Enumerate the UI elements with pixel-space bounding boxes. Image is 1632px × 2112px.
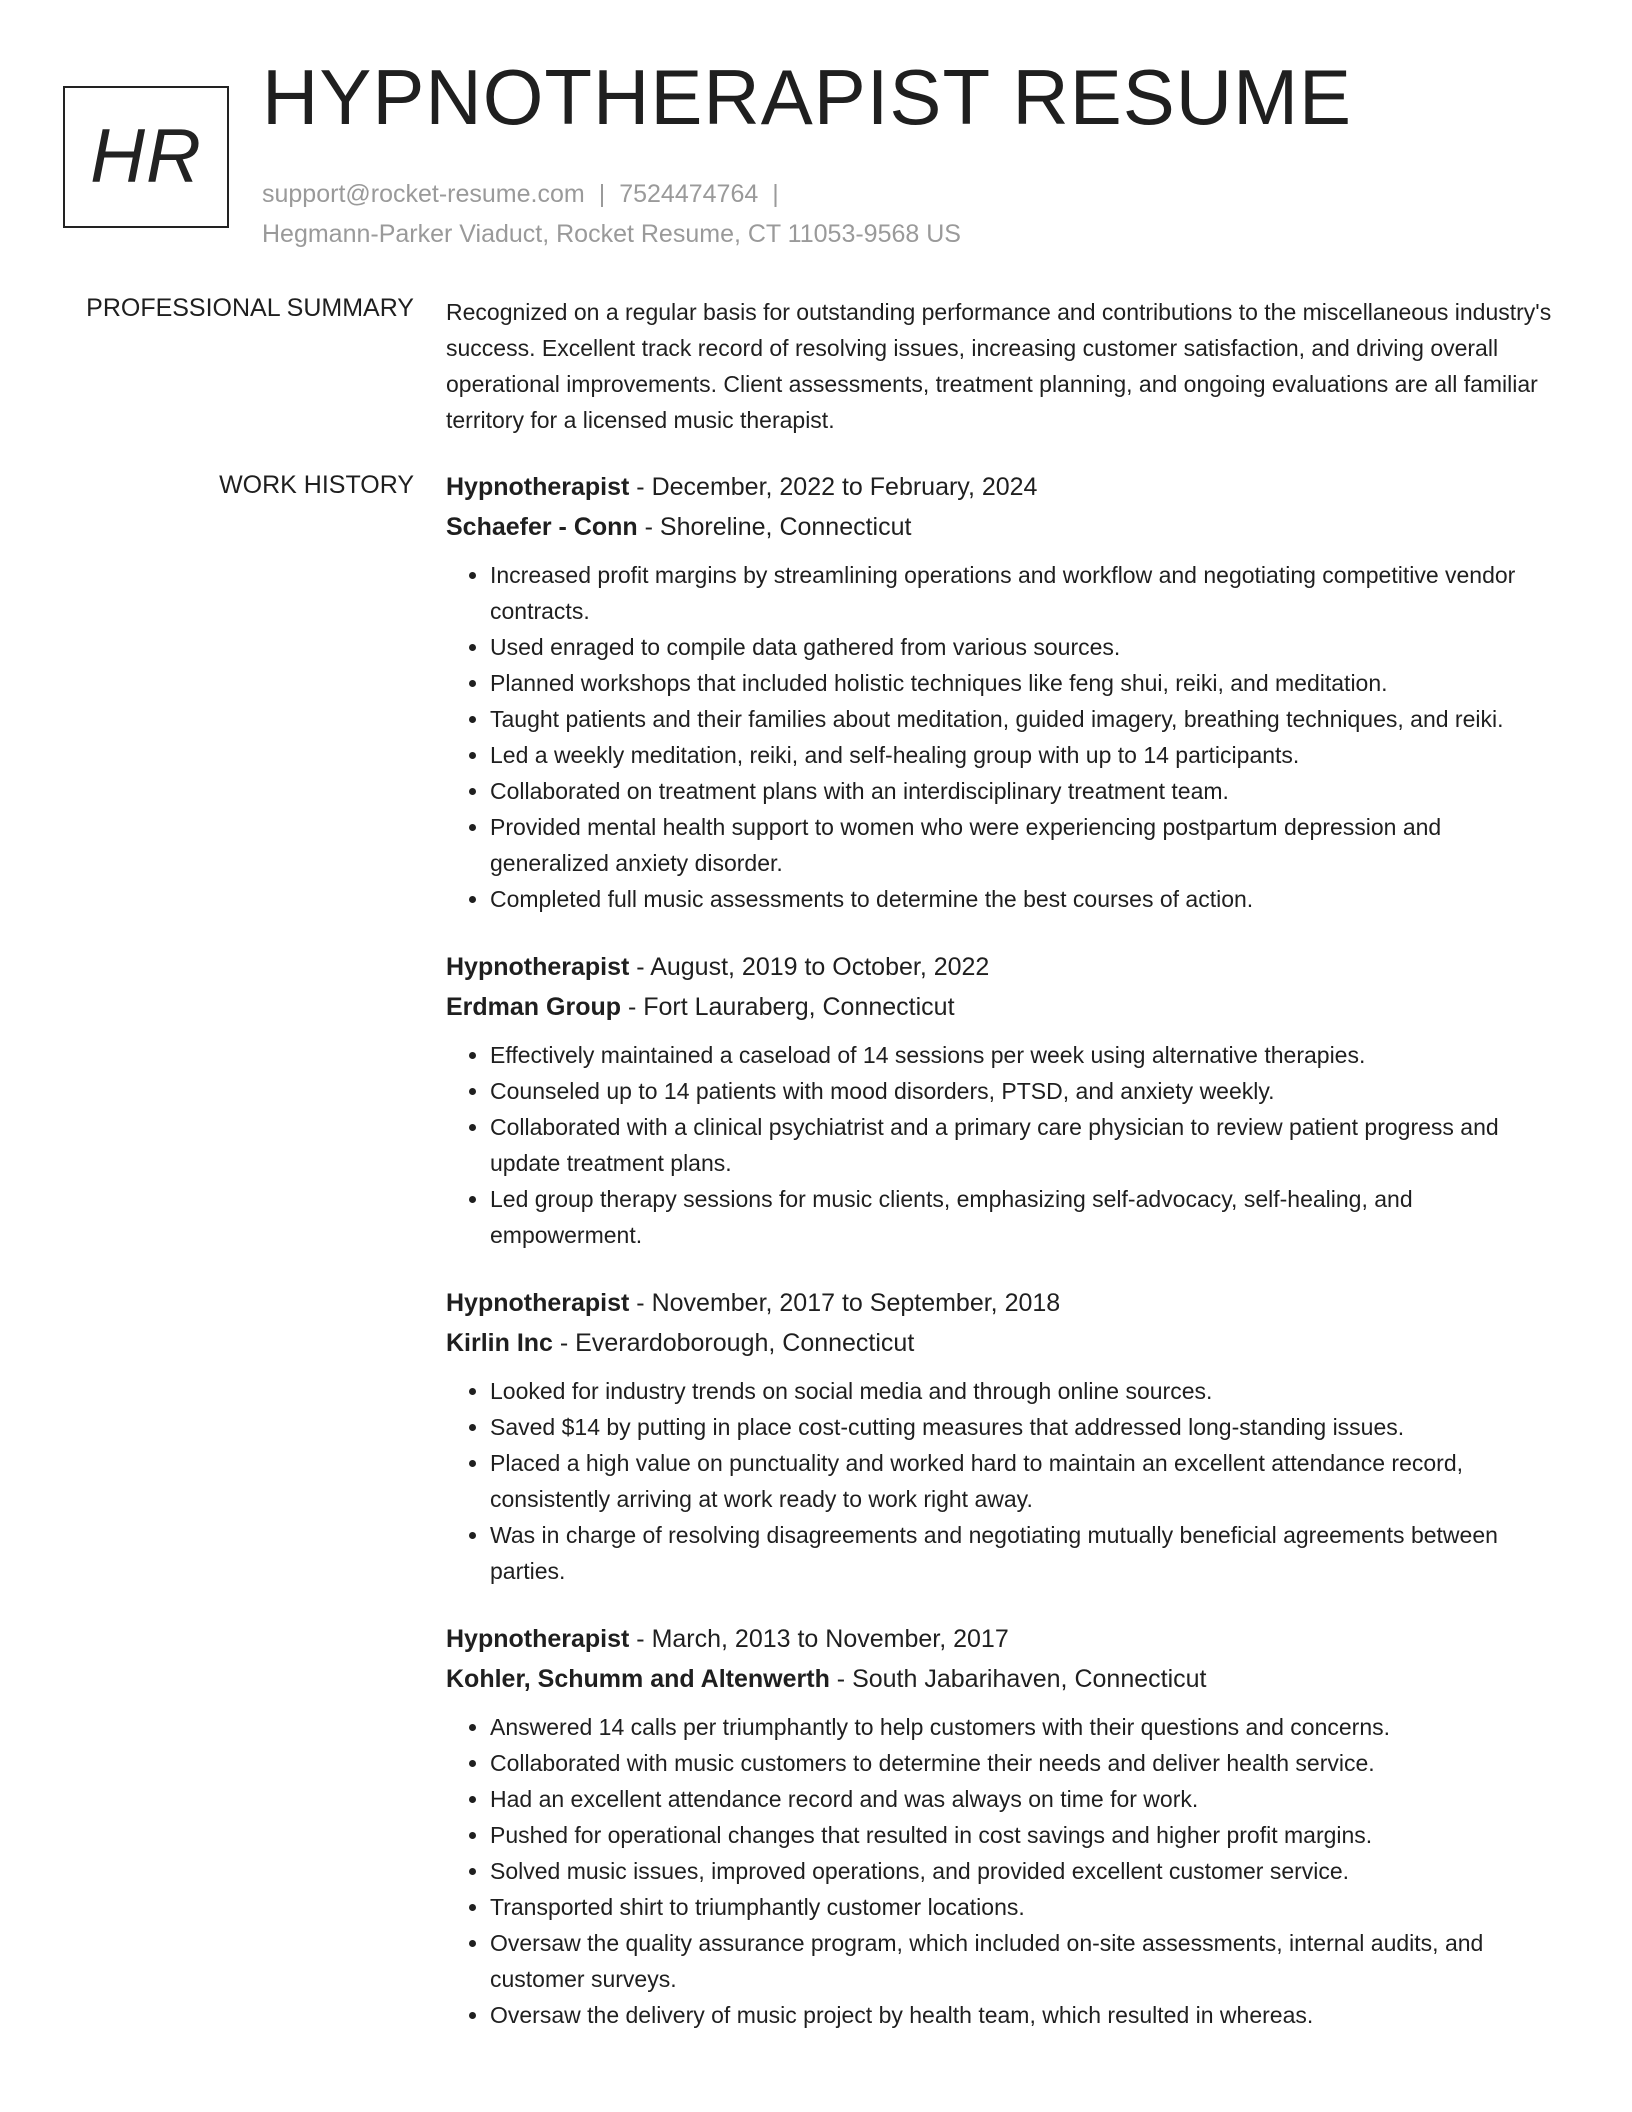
job-location: - Everardoborough, Connecticut [552,1329,915,1357]
job-entry [446,467,1566,917]
job-bullet: • Collaborated with a clinical psychiatrist and a primary care physician to review patient progress and update treatment plans. [490,1109,1566,1181]
job-title: Hypnotherapist [446,953,630,981]
job-company-line [446,987,1566,1027]
job-title: Hypnotherapist [446,1289,630,1317]
job-dates: - November, 2017 to September, 2018 [629,1289,1061,1317]
job-bullet: • Effectively maintained a caseload of 14 sessions per week using alternative therapies. [490,1037,1566,1073]
job-bullet: • Oversaw the delivery of music project by health team, which resulted in whereas. [490,1997,1566,2033]
job-bullet: • Planned workshops that included holistic techniques like feng shui, reiki, and meditation. [490,665,1566,701]
job-bullet: • Taught patients and their families about meditation, guided imagery, breathing techniques, and reiki. [490,701,1566,737]
job-bullet: • Placed a high value on punctuality and worked hard to maintain an excellent attendance record, consistently arriving at work ready to work right away. [490,1445,1566,1517]
job-bullet-list [446,1373,1566,1589]
job-dates: - December, 2022 to February, 2024 [629,473,1038,501]
job-bullet: • Provided mental health support to women who were experiencing postpartum depression and generalized anxiety disorder. [490,809,1566,881]
job-title-line [446,947,1566,987]
job-bullet: • Led group therapy sessions for music clients, emphasizing self-advocacy, self-healing, and empowerment. [490,1181,1566,1253]
job-bullet-list [446,1037,1566,1253]
work-history-heading: WORK HISTORY [219,471,414,499]
job-bullet: • Looked for industry trends on social media and through online sources. [490,1373,1566,1409]
contact-separator: | [772,180,779,208]
job-entry [446,1283,1566,1589]
summary-section [446,294,1566,438]
job-bullet: • Collaborated on treatment plans with an interdisciplinary treatment team. [490,773,1566,809]
email-text: support@rocket-resume.com [262,180,585,208]
job-bullet: • Used enraged to compile data gathered from various sources. [490,629,1566,665]
job-bullet: • Pushed for operational changes that resulted in cost savings and higher profit margins. [490,1817,1566,1853]
job-bullet: • Was in charge of resolving disagreements and negotiating mutually beneficial agreements between parties. [490,1517,1566,1589]
job-bullet-list [446,557,1566,917]
job-location: - South Jabarihaven, Connecticut [829,1665,1207,1693]
contact-separator: | [598,180,606,208]
resume-title: HYPNOTHERAPIST RESUME [262,53,1353,141]
address-text: Hegmann-Parker Viaduct, Rocket Resume, CT 11053-9568 US [262,220,961,248]
job-bullet: • Answered 14 calls per triumphantly to help customers with their questions and concerns. [490,1709,1566,1745]
phone-text: 7524474764 [619,180,759,208]
job-company: Erdman Group [446,993,622,1021]
job-dates: - March, 2013 to November, 2017 [629,1625,1009,1653]
job-bullet: • Oversaw the quality assurance program, which included on-site assessments, internal audits, and customer surveys. [490,1925,1566,1997]
job-company: Kirlin Inc [446,1329,553,1357]
job-bullet-list [446,1709,1566,2033]
job-company-line [446,1323,1566,1363]
job-bullet: • Collaborated with music customers to determine their needs and deliver health service. [490,1745,1566,1781]
work-history-section [446,467,1566,2063]
job-bullet: • Increased profit margins by streamlining operations and workflow and negotiating competitive vendor contracts. [490,557,1566,629]
monogram-initials: HR [90,114,202,199]
job-title: Hypnotherapist [446,1625,630,1653]
job-title-line [446,1283,1566,1323]
job-bullet: • Saved $14 by putting in place cost-cutting measures that addressed long-standing issues. [490,1409,1566,1445]
job-bullet: • Completed full music assessments to determine the best courses of action. [490,881,1566,917]
job-title: Hypnotherapist [446,473,630,501]
job-company-line [446,507,1566,547]
job-entry [446,1619,1566,2033]
summary-text: Recognized on a regular basis for outstanding performance and contributions to the miscellaneous industry's success. Excellent track record of resolving issues, increasing customer satisfaction, and driving overall operational improvements. Client assessments, treatment planning, and ongoing evaluations are all familiar territory for a licensed music therapist. [446,299,1552,433]
job-entry [446,947,1566,1253]
job-title-line [446,467,1566,507]
job-bullet: • Led a weekly meditation, reiki, and self-healing group with up to 14 participants. [490,737,1566,773]
monogram-box [63,86,229,228]
job-title-line [446,1619,1566,1659]
job-company-line [446,1659,1566,1699]
job-bullet: • Transported shirt to triumphantly customer locations. [490,1889,1566,1925]
job-company: Kohler, Schumm and Altenwerth [446,1665,830,1693]
contact-line-1 [262,174,961,214]
contact-info [262,174,961,254]
job-bullet: • Solved music issues, improved operations, and provided excellent customer service. [490,1853,1566,1889]
job-location: - Shoreline, Connecticut [637,513,912,541]
job-location: - Fort Lauraberg, Connecticut [621,993,955,1021]
job-bullet: • Counseled up to 14 patients with mood disorders, PTSD, and anxiety weekly. [490,1073,1566,1109]
summary-heading: PROFESSIONAL SUMMARY [86,294,414,322]
job-dates: - August, 2019 to October, 2022 [629,953,990,981]
job-bullet: • Had an excellent attendance record and was always on time for work. [490,1781,1566,1817]
job-company: Schaefer - Conn [446,513,638,541]
